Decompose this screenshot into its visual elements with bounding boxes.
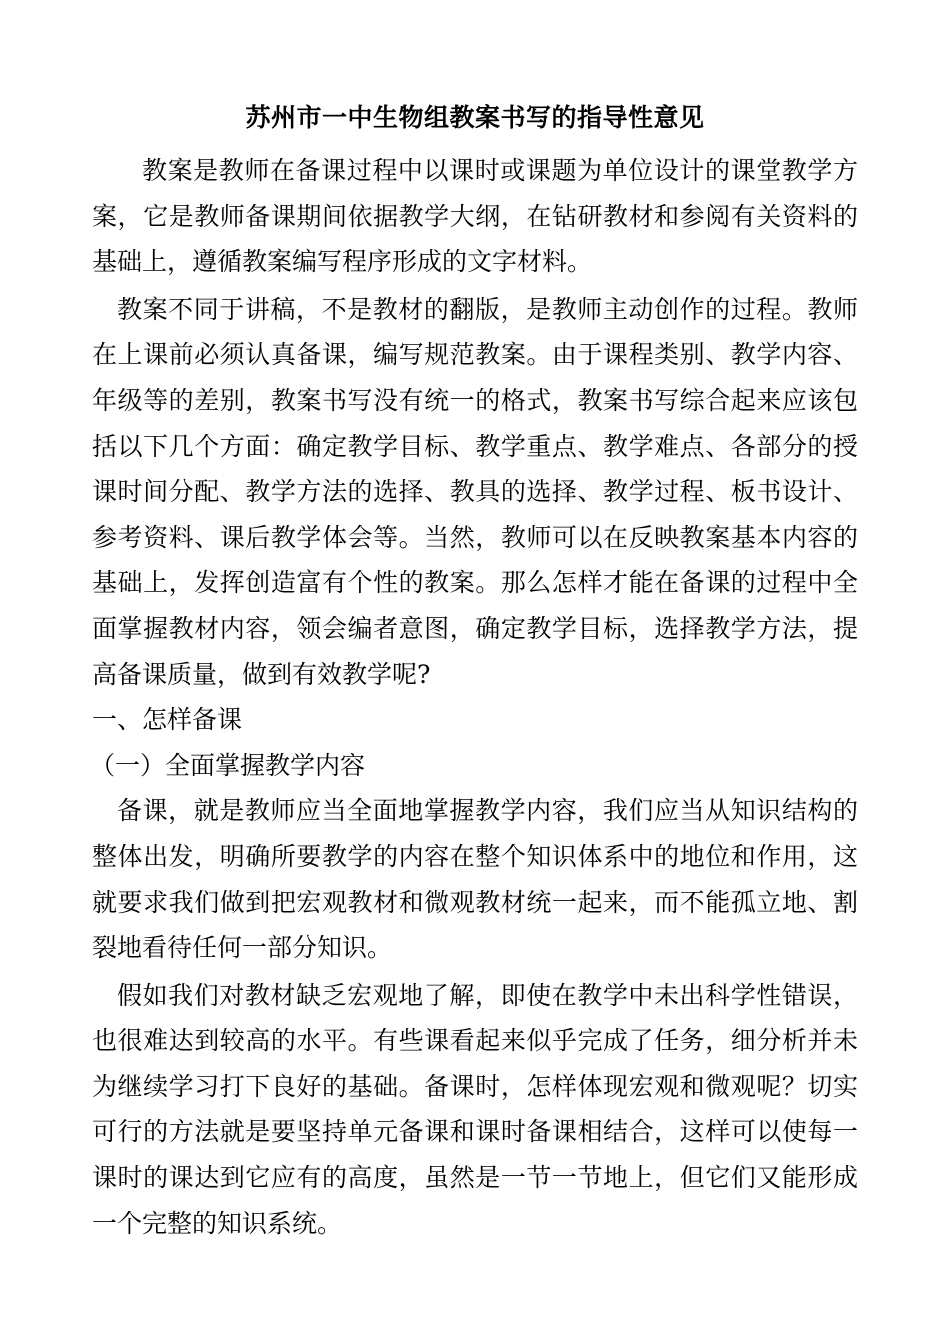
section-paragraph-2: 假如我们对教材缺乏宏观地了解，即使在教学中未出科学性错误，也很难达到较高的水平。有些课看起来似乎完成了任务，细分析并未为继续学习打下良好的基础。备课时，怎样体现宏观和微观呢？切实可行的方法就是要坚持单元备课和课时备课相结合，这样可以使每一课时的课达到它应有的高度，虽然是一节一节地上，但它们又能形成一个完整的知识系统。 — [92, 980, 858, 1238]
section-heading: 一、怎样备课 — [92, 705, 243, 735]
subsection-heading: （一）全面掌握教学内容 — [90, 750, 366, 780]
section-paragraph-1: 备课，就是教师应当全面地掌握教学内容，我们应当从知识结构的整体出发，明确所要教学的内容在整个知识体系中的地位和作用，这就要求我们做到把宏观教材和微观教材统一起来，而不能孤立地、割裂地看待任何一部分知识。 — [92, 796, 858, 963]
intro-paragraph-1: 教案是教师在备课过程中以课时或课题为单位设计的课堂教学方案，它是教师备课期间依据教学大纲，在钻研教材和参阅有关资料的基础上，遵循教案编写程序形成的文字材料。 — [92, 156, 858, 277]
intro-paragraph-2: 教案不同于讲稿，不是教材的翻版，是教师主动创作的过程。教师在上课前必须认真备课，编写规范教案。由于课程类别、教学内容、年级等的差别，教案书写没有统一的格式，教案书写综合起来应该包括以下几个方面：确定教学目标、教学重点、教学难点、各部分的授课时间分配、教学方法的选择、教具的选择、教学过程、板书设计、参考资料、课后教学体会等。当然，教师可以在反映教案基本内容的基础上，发挥创造富有个性的教案。那么怎样才能在备课的过程中全面掌握教材内容，领会编者意图，确定教学目标，选择教学方法，提高备课质量，做到有效教学呢? — [92, 294, 858, 689]
document-title: 苏州市一中生物组教案书写的指导性意见 — [245, 103, 705, 132]
document-page — [92, 100, 858, 1246]
